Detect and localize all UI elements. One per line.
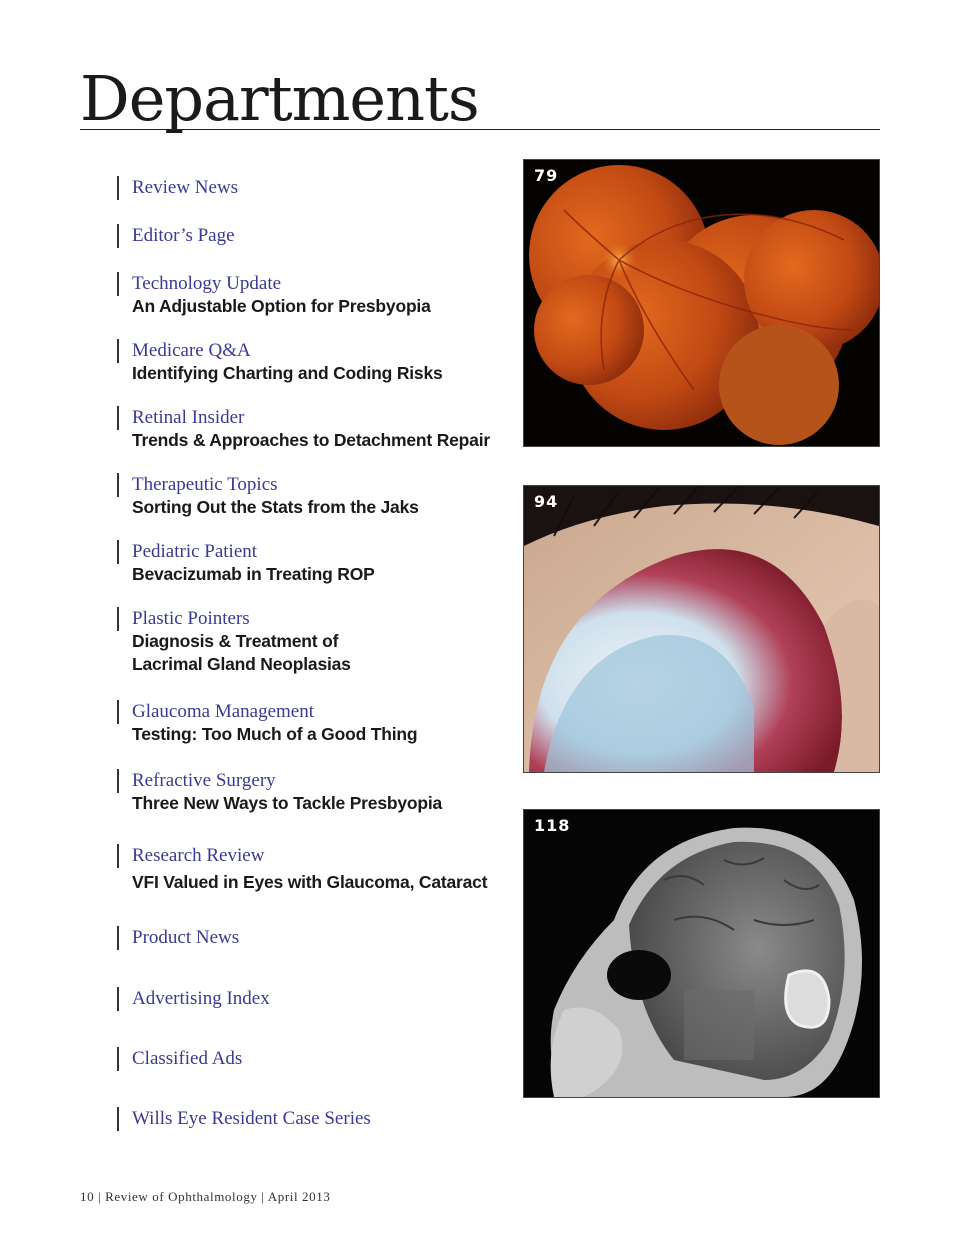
article-title[interactable]: Bevacizumab in Treating ROP — [132, 564, 375, 584]
article-title[interactable]: Sorting Out the Stats from the Jaks — [132, 497, 419, 517]
photo-page-label: 118 — [534, 816, 571, 835]
section-name[interactable]: Refractive Surgery — [132, 770, 276, 791]
section-name[interactable]: Wills Eye Resident Case Series — [132, 1108, 371, 1129]
page-footer: 10 | Review of Ophthalmology | April 2013 — [80, 1189, 331, 1204]
section-name[interactable]: Product News — [132, 927, 240, 948]
section-name[interactable]: Plastic Pointers — [132, 608, 250, 629]
section-name[interactable]: Medicare Q&A — [132, 340, 251, 361]
title-divider — [80, 129, 880, 130]
separator-bar — [117, 540, 119, 564]
section-name[interactable]: Review News — [132, 177, 239, 198]
section-name[interactable]: Pediatric Patient — [132, 541, 258, 562]
separator-bar — [117, 844, 119, 868]
brain-mri-photo — [523, 809, 880, 1098]
article-title[interactable]: An Adjustable Option for Presbyopia — [132, 296, 431, 316]
article-title[interactable]: VFI Valued in Eyes with Glaucoma, Cataract — [132, 872, 488, 892]
section-name[interactable]: Classified Ads — [132, 1048, 243, 1069]
section-name[interactable]: Technology Update — [132, 273, 282, 294]
article-title[interactable]: Identifying Charting and Coding Risks — [132, 363, 443, 383]
separator-bar — [117, 272, 119, 296]
photo-page-label: 94 — [534, 492, 559, 511]
section-name[interactable]: Research Review — [132, 845, 265, 866]
separator-bar — [117, 473, 119, 497]
article-title[interactable]: Three New Ways to Tackle Presbyopia — [132, 793, 443, 813]
separator-bar — [117, 987, 119, 1011]
article-title[interactable]: Testing: Too Much of a Good Thing — [132, 724, 418, 744]
separator-bar — [117, 700, 119, 724]
section-name[interactable]: Editor’s Page — [132, 225, 235, 246]
article-title-line-2[interactable]: Lacrimal Gland Neoplasias — [132, 654, 351, 674]
section-name[interactable]: Therapeutic Topics — [132, 474, 278, 495]
section-name[interactable]: Advertising Index — [132, 988, 270, 1009]
article-title[interactable]: Diagnosis & Treatment of — [132, 631, 339, 651]
photo-page-label: 79 — [534, 166, 559, 185]
separator-bar — [117, 769, 119, 793]
separator-bar — [117, 1047, 119, 1071]
separator-bar — [117, 926, 119, 950]
retina-fundus-photo — [523, 159, 880, 447]
separator-bar — [117, 339, 119, 363]
separator-bar — [117, 406, 119, 430]
separator-bar — [117, 607, 119, 631]
section-name[interactable]: Retinal Insider — [132, 407, 245, 428]
brain-mri-icon — [524, 810, 879, 1097]
separator-bar — [117, 176, 119, 200]
separator-bar — [117, 1107, 119, 1131]
eyelid-closeup-photo — [523, 485, 880, 773]
section-name[interactable]: Glaucoma Management — [132, 701, 315, 722]
eyelid-closeup-icon — [524, 486, 879, 772]
page-title: Departments — [80, 62, 479, 135]
retina-fundus-icon — [524, 160, 879, 446]
article-title[interactable]: Trends & Approaches to Detachment Repair — [132, 430, 490, 450]
separator-bar — [117, 224, 119, 248]
